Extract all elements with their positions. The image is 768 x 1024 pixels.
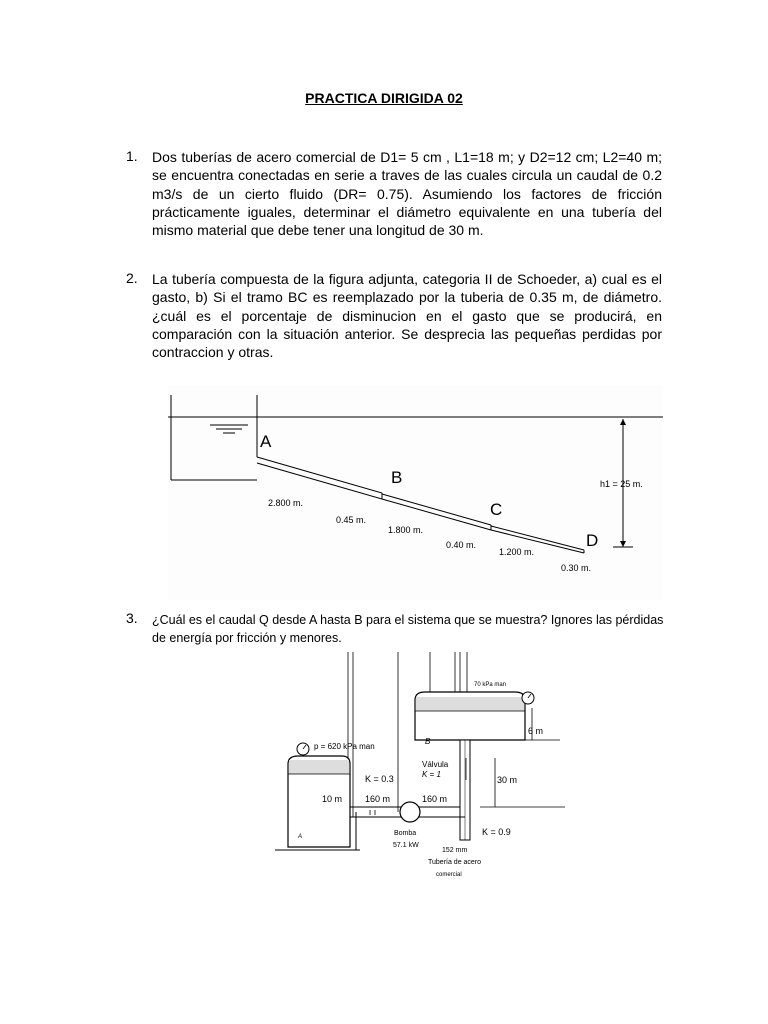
pipe-material-label-1: Tubería de acero: [428, 859, 482, 866]
height-30-label: 30 m: [497, 775, 518, 785]
pump-label: Bomba: [394, 830, 417, 837]
problem-2-number: 2.: [126, 270, 138, 286]
valve-k-label: K = 1: [422, 770, 441, 779]
diameter-bc-label: 0.40 m.: [446, 540, 477, 550]
head-h1-label: h1 = 25 m.: [600, 479, 643, 489]
problem-1-text: Dos tuberías de acero comercial de D1= 5 cm , L1=18 m; y D2=12 cm; L2=40 m; se encuentra conectadas en serie a traves de las cuales circula un caudal de 0.2 m3/s de un cierto fluido (DR= 0.75). Asumiendo los factores de fricción prácticamente iguales, determinar el diámetro equivalente en una tubería del mismo material que debe tener una longitud de 30 m.: [152, 149, 662, 239]
height-10-label: 10 m: [322, 794, 343, 804]
problem-2-text: La tubería compuesta de la figura adjunta, categoria II de Schoeder, a) cual es el gasto, b) Si el tramo BC es reemplazado por la tuberia de 0.35 m, de diámetro. ¿cuál es el porcentaje de disminucion en el gasto que se producirá, en comparación con la situación anterior. Se desprecia las pequeñas perdidas por contraccion y otras.: [152, 271, 662, 361]
height-6-label: 6 m: [528, 726, 544, 736]
point-a-label: A: [260, 432, 272, 451]
elbow-k-label: K = 0.9: [482, 827, 511, 837]
point-c-label: C: [490, 500, 503, 519]
problem-3-number: 3.: [126, 610, 138, 626]
problem-1-number: 1.: [126, 148, 138, 164]
length-ab-label: 2.800 m.: [268, 498, 304, 508]
tank-a-pressure-label: p = 620 kPa man: [314, 742, 375, 751]
length-left-label: 160 m: [365, 794, 391, 804]
length-bc-label: 1.800 m.: [388, 525, 424, 535]
page-title: PRACTICA DIRIGIDA 02: [305, 90, 463, 106]
diameter-ab-label: 0.45 m.: [336, 515, 367, 525]
tank-b-pressure-label: 70 kPa man: [474, 682, 507, 688]
length-cd-label: 1.200 m.: [499, 547, 535, 557]
entry-k-label: K = 0.3: [365, 774, 394, 784]
tank-a-label: A: [298, 834, 303, 840]
diameter-label: 152 mm: [442, 847, 468, 854]
valve-label: Válvula: [422, 760, 449, 769]
point-b-label: B: [391, 468, 403, 487]
problem-3-text: ¿Cuál es el caudal Q desde A hasta B para el sistema que se muestra? Ignores las pérdidas de energía por fricción y menores.: [152, 613, 664, 645]
point-d-label: D: [586, 531, 599, 550]
pump-power-label: 57.1 kW: [393, 842, 419, 849]
figure-composite-pipe: [168, 385, 663, 600]
pipe-material-label-2: comercial: [436, 872, 462, 878]
diameter-cd-label: 0.30 m.: [561, 563, 592, 573]
length-right-label: 160 m: [422, 794, 448, 804]
tank-b-label: B: [425, 737, 431, 746]
figure-pump-system: [270, 652, 570, 892]
